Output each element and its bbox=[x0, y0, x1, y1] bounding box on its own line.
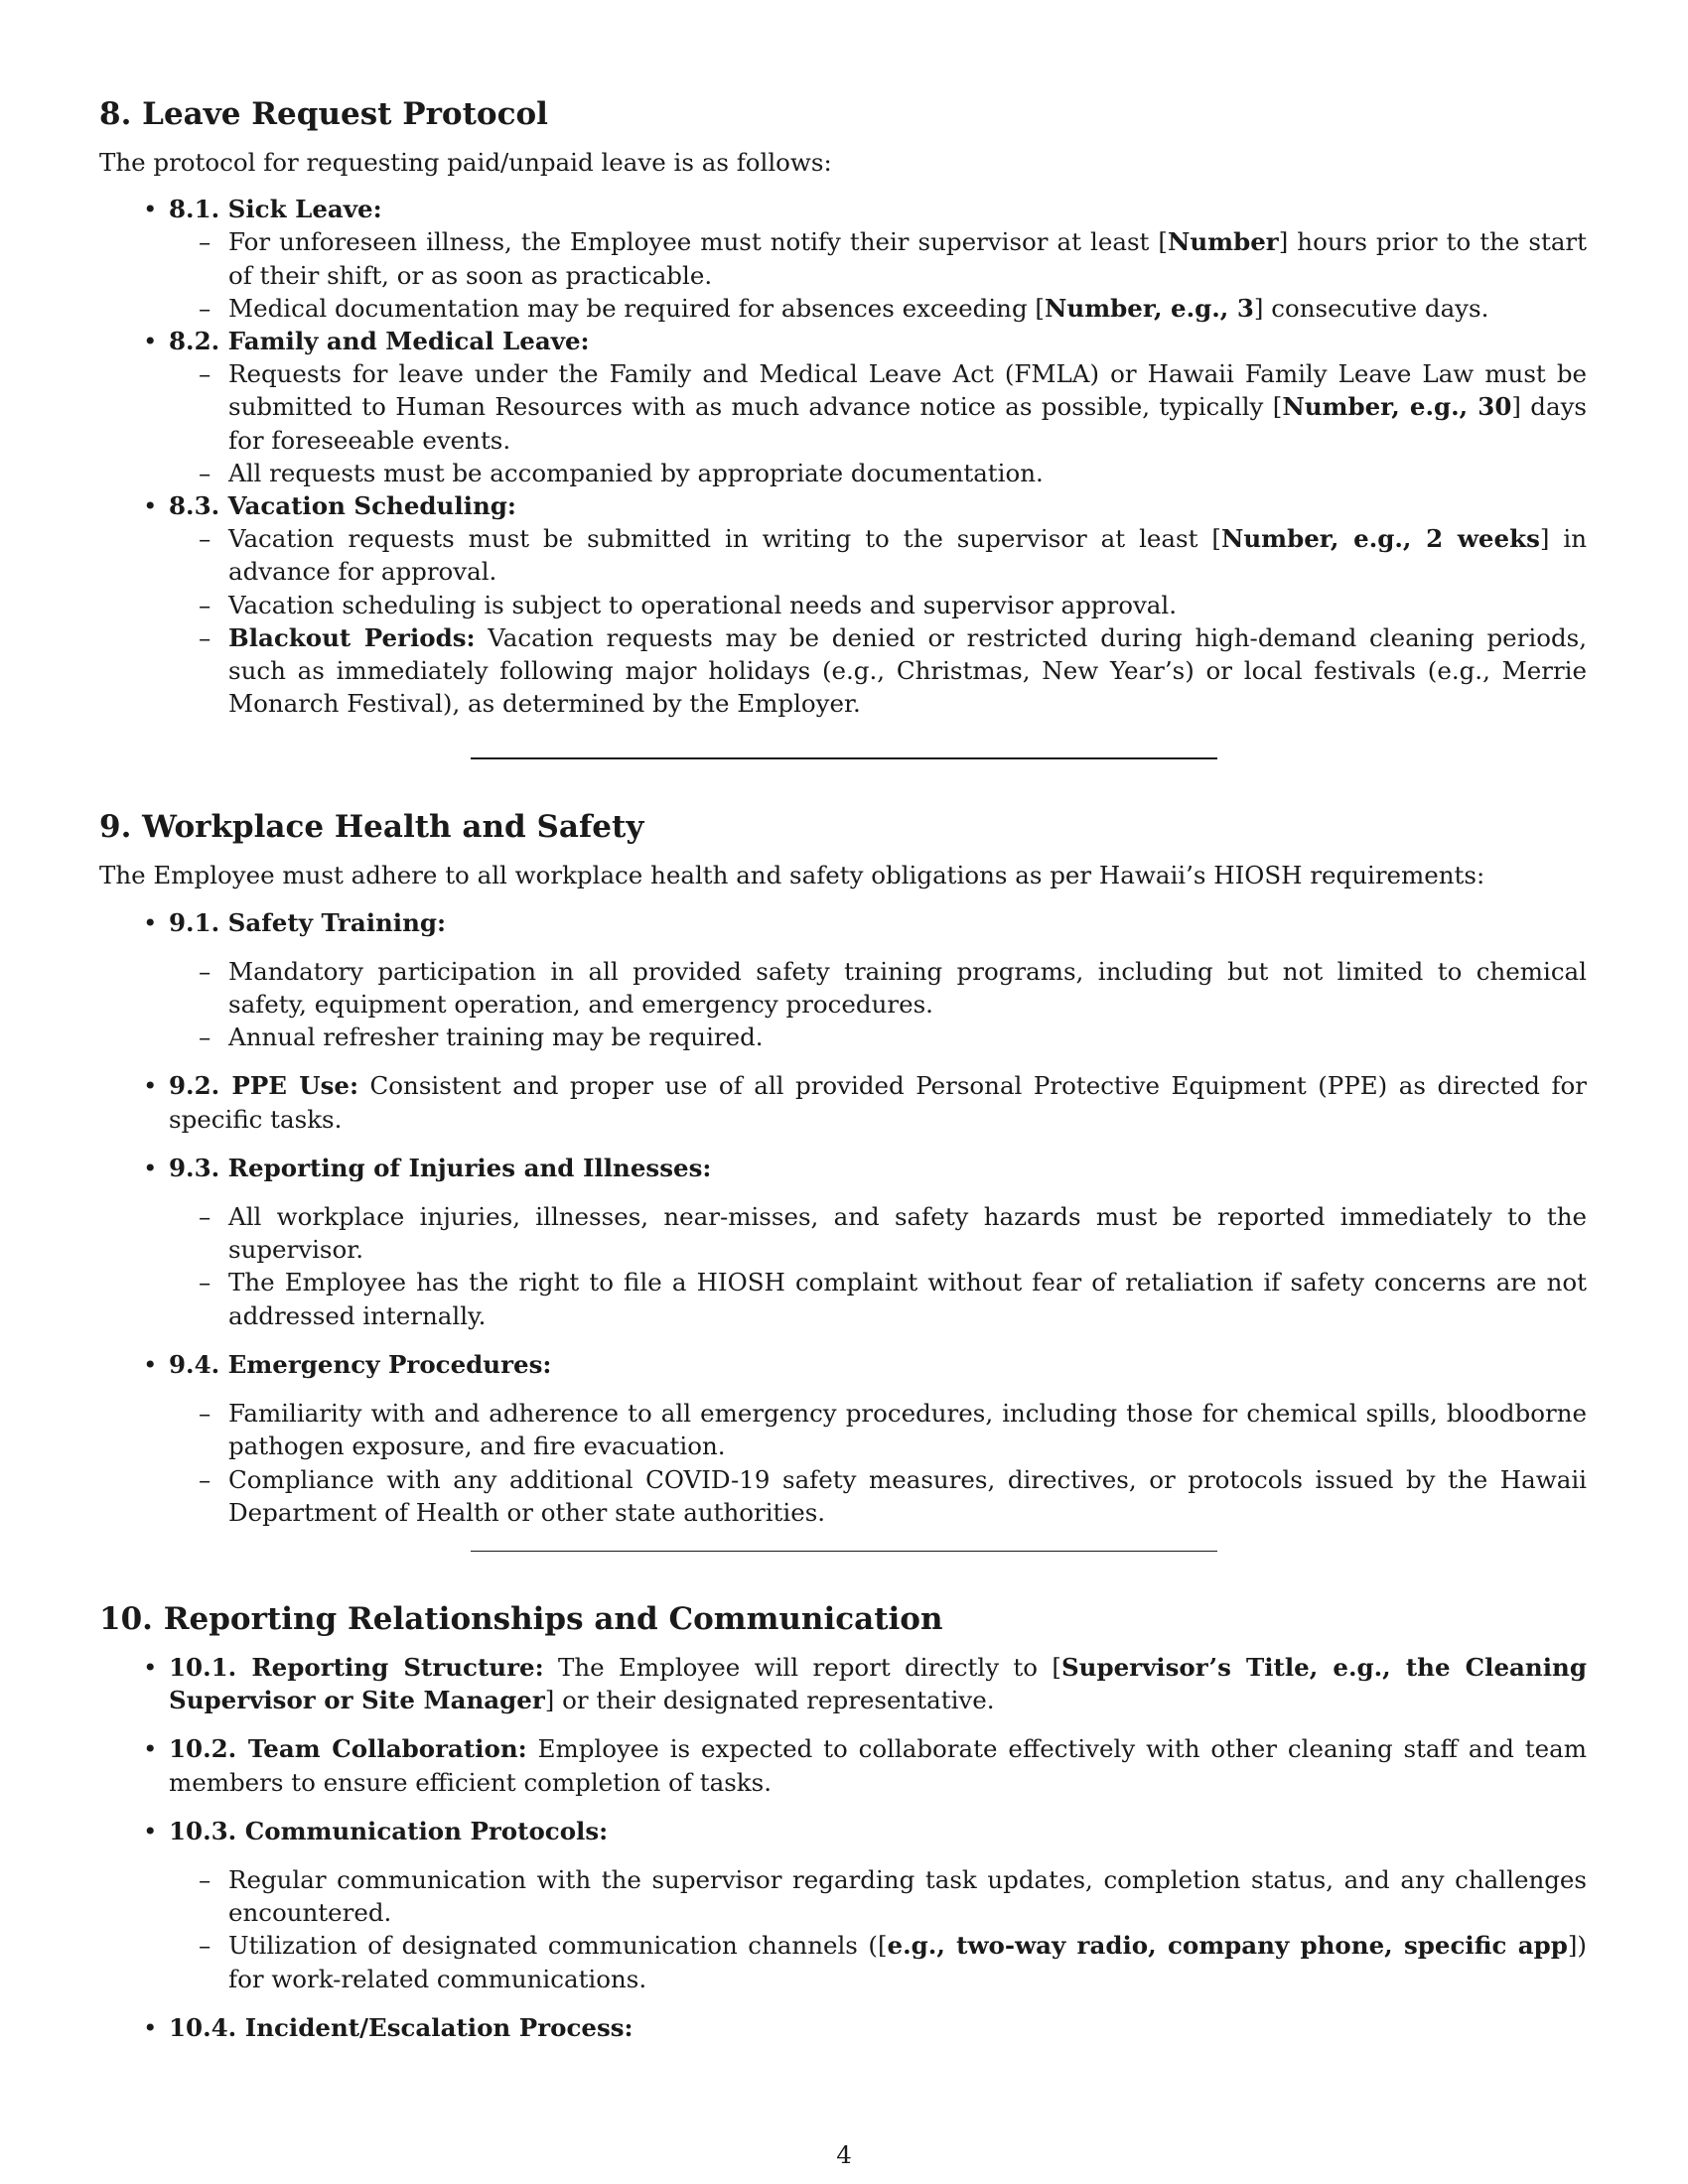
list-item: – The Employee has the right to file a HIOSH complaint without fear of retaliation if safety concerns are not addressed internally. bbox=[228, 1266, 1587, 1331]
section-intro: The protocol for requesting paid/unpaid leave is as follows: bbox=[99, 148, 832, 177]
text: ] hours prior to the start of their shift, or as soon as practicable. bbox=[228, 227, 1587, 290]
sub-item-list bbox=[169, 1200, 1587, 1332]
list-item bbox=[169, 1152, 1587, 1332]
list-item: – Familiarity with and adherence to all emergency procedures, including those for chemical spills, bloodborne pathogen exposure, and fire evacuation. bbox=[228, 1397, 1587, 1462]
subsection-list bbox=[99, 193, 1587, 720]
section-heading: 8. Leave Request Protocol bbox=[99, 96, 548, 132]
sub-item-list bbox=[169, 955, 1587, 1054]
list-item bbox=[228, 357, 1587, 457]
list-item bbox=[169, 325, 1587, 489]
placeholder-text: Number, e.g., 2 weeks bbox=[1220, 524, 1540, 554]
page-number: 4 bbox=[836, 2140, 852, 2169]
sub-item-list bbox=[169, 1397, 1587, 1529]
text: Medical documentation may be required for absences exceeding [ bbox=[228, 293, 1045, 323]
section-reporting-relationships bbox=[99, 1599, 1587, 2044]
list-item bbox=[169, 1348, 1587, 1529]
subsection-label: 9.2. PPE Use: bbox=[169, 1071, 359, 1101]
list-item bbox=[228, 522, 1587, 588]
text: ] in advance for approval. bbox=[228, 524, 1587, 587]
text: For unforeseen illness, the Employee must notify their supervisor at least [ bbox=[228, 227, 1168, 257]
sub-item-list bbox=[169, 1863, 1587, 1995]
subsection-label: 9.4. Emergency Procedures: bbox=[169, 1349, 552, 1379]
list-item bbox=[228, 1929, 1587, 1994]
list-item bbox=[169, 2011, 1587, 2044]
section-leave-request-protocol bbox=[99, 94, 1587, 720]
text: ] days for foreseeable events. bbox=[228, 392, 1587, 455]
subsection-label: 10.3. Communication Protocols: bbox=[169, 1816, 609, 1845]
subsection-label: 8.2. Family and Medical Leave: bbox=[169, 327, 590, 356]
document-page bbox=[99, 94, 1587, 2060]
subsection-label: 8.3. Vacation Scheduling: bbox=[169, 491, 516, 521]
list-item bbox=[169, 1815, 1587, 1995]
text: Vacation requests may be denied or restricted during high-demand cleaning periods, such as immediately following major holidays (e.g., Christmas, New Year’s) or local festivals (e.g., Merrie Monarch Festival), as determined by the Employer. bbox=[228, 622, 1587, 719]
subsection-label: 10.1. Reporting Structure: bbox=[169, 1652, 544, 1682]
horizontal-divider bbox=[471, 757, 1217, 759]
list-item bbox=[169, 1651, 1587, 1716]
subsection-label: 9.3. Reporting of Injuries and Illnesses: bbox=[169, 1153, 712, 1182]
subsection-label: 8.1. Sick Leave: bbox=[169, 195, 382, 224]
list-item: – All requests must be accompanied by appropriate documentation. bbox=[228, 457, 1587, 489]
sub-item-list bbox=[169, 225, 1587, 325]
list-item: – Annual refresher training may be required. bbox=[228, 1021, 1587, 1053]
subsection-label: 10.2. Team Collaboration: bbox=[169, 1734, 527, 1764]
list-item: – Mandatory participation in all provided safety training programs, including but not limited to chemical safety, equipment operation, and emergency procedures. bbox=[228, 955, 1587, 1021]
list-item: – Regular communication with the supervisor regarding task updates, completion status, and any challenges encountered. bbox=[228, 1863, 1587, 1929]
subsection-label: 10.4. Incident/Escalation Process: bbox=[169, 2012, 633, 2042]
text: Consistent and proper use of all provided Personal Protective Equipment (PPE) as directed for specific tasks. bbox=[169, 1071, 1587, 1134]
text: Utilization of designated communication channels ([ bbox=[228, 1931, 888, 1961]
section-heading: 9. Workplace Health and Safety bbox=[99, 809, 644, 846]
placeholder-text: e.g., two-way radio, company phone, specific app bbox=[887, 1931, 1568, 1961]
list-item: – All workplace injuries, illnesses, near-misses, and safety hazards must be reported immediately to the supervisor. bbox=[228, 1200, 1587, 1266]
subsection-label: 9.1. Safety Training: bbox=[169, 907, 447, 937]
placeholder-text: Number, e.g., 3 bbox=[1044, 293, 1254, 323]
text: Employee is expected to collaborate effectively with other cleaning staff and team members to ensure efficient completion of tasks. bbox=[169, 1734, 1587, 1797]
placeholder-text: Number, e.g., 30 bbox=[1282, 392, 1512, 422]
sub-item-list bbox=[169, 522, 1587, 720]
section-intro: The Employee must adhere to all workplace health and safety obligations as per Hawaii’s HIOSH requirements: bbox=[99, 861, 1485, 890]
list-item bbox=[169, 906, 1587, 1054]
section-heading: 10. Reporting Relationships and Communication bbox=[99, 1600, 943, 1637]
list-item bbox=[228, 225, 1587, 291]
list-item bbox=[228, 621, 1587, 721]
list-item bbox=[169, 1732, 1587, 1798]
subsection-list bbox=[99, 1651, 1587, 2044]
text: ]) for work-related communications. bbox=[228, 1931, 1587, 1993]
subsection-list bbox=[99, 906, 1587, 1529]
text: Requests for leave under the Family and Medical Leave Act (FMLA) or Hawaii Family Leave Law must be submitted to Human Resources with as much advance notice as possible, typically [ bbox=[228, 359, 1587, 422]
list-item bbox=[228, 292, 1587, 325]
list-item: – Compliance with any additional COVID-19 safety measures, directives, or protocols issued by the Hawaii Department of Health or other state authorities. bbox=[228, 1463, 1587, 1529]
text: ] or their designated representative. bbox=[544, 1686, 995, 1715]
text: ] consecutive days. bbox=[1253, 293, 1489, 323]
list-item: – Vacation scheduling is subject to operational needs and supervisor approval. bbox=[228, 589, 1587, 621]
text: The Employee will report directly to [ bbox=[543, 1652, 1061, 1682]
inline-label: Blackout Periods: bbox=[228, 622, 476, 652]
horizontal-divider bbox=[471, 1551, 1217, 1552]
list-item bbox=[169, 193, 1587, 325]
list-item bbox=[169, 489, 1587, 720]
section-workplace-health-safety bbox=[99, 807, 1587, 1528]
list-item bbox=[169, 1069, 1587, 1135]
sub-item-list bbox=[169, 357, 1587, 489]
placeholder-text: Number bbox=[1167, 227, 1279, 257]
text: Vacation requests must be submitted in writing to the supervisor at least [ bbox=[228, 524, 1221, 554]
placeholder-text: Supervisor’s Title, e.g., the Cleaning Supervisor or Site Manager bbox=[169, 1652, 1587, 1715]
